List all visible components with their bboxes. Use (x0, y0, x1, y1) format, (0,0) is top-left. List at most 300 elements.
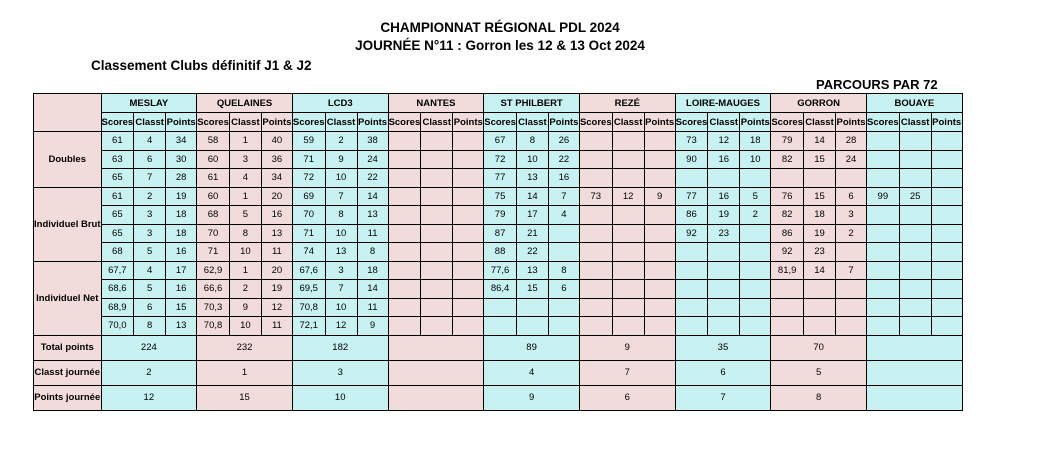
total-value: 6 (579, 385, 675, 410)
score-cell: 13 (261, 224, 292, 243)
score-cell (516, 317, 548, 336)
total-value (388, 360, 484, 385)
score-cell (453, 261, 484, 280)
score-cell: 70 (197, 224, 230, 243)
score-cell (771, 280, 804, 299)
column-header: Scores (771, 113, 804, 132)
score-cell: 8 (229, 224, 261, 243)
score-cell (867, 317, 900, 336)
score-cell (740, 298, 771, 317)
total-value: 224 (101, 335, 197, 360)
score-cell (421, 150, 453, 169)
score-cell: 72 (292, 169, 325, 188)
score-cell: 9 (229, 298, 261, 317)
score-cell: 28 (836, 132, 867, 151)
column-header: Scores (579, 113, 612, 132)
score-cell: 8 (134, 317, 166, 336)
club-name: GORRON (771, 94, 867, 113)
score-cell (421, 280, 453, 299)
score-cell (644, 224, 675, 243)
score-cell (931, 132, 962, 151)
total-value: 2 (101, 360, 197, 385)
score-cell (931, 150, 962, 169)
club-name: BOUAYE (867, 94, 963, 113)
score-cell (644, 150, 675, 169)
score-cell: 23 (804, 243, 836, 262)
score-cell: 22 (548, 150, 579, 169)
score-cell (548, 317, 579, 336)
score-cell (740, 224, 771, 243)
score-cell (740, 169, 771, 188)
score-cell: 3 (836, 206, 867, 225)
score-cell (548, 224, 579, 243)
table-row (34, 206, 963, 225)
score-cell (675, 261, 708, 280)
score-cell: 14 (357, 187, 388, 206)
score-cell: 70,3 (197, 298, 230, 317)
score-cell (899, 132, 931, 151)
score-cell: 23 (708, 224, 740, 243)
totals-row (34, 360, 963, 385)
score-cell: 7 (548, 187, 579, 206)
score-cell: 3 (134, 206, 166, 225)
score-cell (453, 243, 484, 262)
score-cell: 58 (197, 132, 230, 151)
score-cell: 77 (675, 187, 708, 206)
score-cell: 68 (101, 243, 134, 262)
score-cell (579, 317, 612, 336)
score-cell: 73 (579, 187, 612, 206)
score-cell: 12 (612, 187, 644, 206)
score-cell (421, 261, 453, 280)
column-header: Classt (899, 113, 931, 132)
column-header: Points (931, 113, 962, 132)
score-cell: 6 (836, 187, 867, 206)
score-cell (516, 298, 548, 317)
score-cell: 70,8 (197, 317, 230, 336)
score-cell: 5 (134, 280, 166, 299)
score-cell: 16 (708, 187, 740, 206)
score-cell: 19 (261, 280, 292, 299)
score-cell: 67,6 (292, 261, 325, 280)
score-cell (867, 169, 900, 188)
score-cell: 79 (771, 132, 804, 151)
totals-label: Classt journée (34, 360, 102, 385)
score-cell (708, 261, 740, 280)
score-cell: 7 (134, 169, 166, 188)
club-name: QUELAINES (197, 94, 293, 113)
score-cell (740, 280, 771, 299)
column-header: Points (548, 113, 579, 132)
score-cell: 14 (357, 280, 388, 299)
score-cell: 79 (484, 206, 517, 225)
score-cell: 69,5 (292, 280, 325, 299)
score-cell (388, 169, 421, 188)
score-cell (548, 298, 579, 317)
column-header: Points (166, 113, 197, 132)
score-cell (899, 206, 931, 225)
score-cell: 13 (325, 243, 357, 262)
score-cell (771, 298, 804, 317)
score-cell: 36 (261, 150, 292, 169)
score-cell: 99 (867, 187, 900, 206)
score-cell (708, 298, 740, 317)
score-cell: 86,4 (484, 280, 517, 299)
score-cell: 15 (804, 150, 836, 169)
score-cell: 60 (197, 150, 230, 169)
score-cell: 77,6 (484, 261, 517, 280)
score-cell: 3 (134, 224, 166, 243)
score-cell: 81,9 (771, 261, 804, 280)
column-header: Scores (388, 113, 421, 132)
page-title: CHAMPIONNAT RÉGIONAL PDL 2024 (380, 20, 620, 35)
table-row (34, 224, 963, 243)
score-cell (675, 243, 708, 262)
score-cell (421, 224, 453, 243)
score-cell (612, 298, 644, 317)
score-cell: 19 (804, 224, 836, 243)
score-cell: 34 (261, 169, 292, 188)
score-cell (708, 317, 740, 336)
score-cell: 5 (740, 187, 771, 206)
score-cell: 24 (357, 150, 388, 169)
score-cell: 2 (836, 224, 867, 243)
score-cell: 61 (197, 169, 230, 188)
score-cell (421, 132, 453, 151)
score-cell: 22 (516, 243, 548, 262)
score-cell (644, 317, 675, 336)
score-cell (421, 243, 453, 262)
score-cell: 1 (229, 187, 261, 206)
column-header: Points (836, 113, 867, 132)
score-cell: 1 (229, 132, 261, 151)
ranking-heading: Classement Clubs définitif J1 & J2 (91, 58, 312, 73)
score-cell (771, 169, 804, 188)
table-row (34, 280, 963, 299)
column-header: Classt (612, 113, 644, 132)
score-cell (579, 132, 612, 151)
club-name: LOIRE-MAUGES (675, 94, 771, 113)
score-cell: 14 (804, 132, 836, 151)
table-row (34, 298, 963, 317)
score-cell: 13 (516, 169, 548, 188)
score-cell (899, 298, 931, 317)
score-cell: 16 (166, 243, 197, 262)
score-cell: 6 (134, 298, 166, 317)
score-cell: 15 (804, 187, 836, 206)
score-cell (453, 132, 484, 151)
score-cell (644, 206, 675, 225)
column-header: Points (453, 113, 484, 132)
score-cell: 61 (101, 132, 134, 151)
total-value: 70 (771, 335, 867, 360)
score-cell (644, 169, 675, 188)
score-cell: 6 (548, 280, 579, 299)
score-cell: 72 (484, 150, 517, 169)
score-cell: 15 (516, 280, 548, 299)
score-cell: 68,9 (101, 298, 134, 317)
section-label: Doubles (34, 132, 102, 188)
score-cell (388, 132, 421, 151)
score-cell: 88 (484, 243, 517, 262)
total-value: 12 (101, 385, 197, 410)
score-cell: 62,9 (197, 261, 230, 280)
score-cell (644, 261, 675, 280)
score-cell: 66,6 (197, 280, 230, 299)
score-cell: 12 (261, 298, 292, 317)
score-cell: 16 (708, 150, 740, 169)
total-value: 4 (484, 360, 580, 385)
score-cell: 90 (675, 150, 708, 169)
score-cell: 13 (357, 206, 388, 225)
score-cell (836, 169, 867, 188)
score-cell: 26 (548, 132, 579, 151)
score-cell (740, 317, 771, 336)
totals-row (34, 385, 963, 410)
score-cell: 19 (708, 206, 740, 225)
column-header: Classt (804, 113, 836, 132)
page-subtitle: JOURNÉE N°11 : Gorron les 12 & 13 Oct 2024 (355, 38, 645, 53)
score-cell (931, 243, 962, 262)
subheader-row (34, 113, 963, 132)
corner-cell (34, 94, 102, 132)
score-cell (612, 317, 644, 336)
total-value: 182 (292, 335, 388, 360)
total-value: 9 (579, 335, 675, 360)
score-cell: 12 (325, 317, 357, 336)
score-cell (579, 261, 612, 280)
score-cell: 3 (325, 261, 357, 280)
score-cell (388, 150, 421, 169)
score-cell (867, 261, 900, 280)
score-cell (867, 280, 900, 299)
total-value: 9 (484, 385, 580, 410)
score-cell (388, 187, 421, 206)
score-cell (675, 317, 708, 336)
column-header: Scores (101, 113, 134, 132)
club-header-row (34, 94, 963, 113)
score-cell: 63 (101, 150, 134, 169)
score-cell: 13 (516, 261, 548, 280)
score-cell: 20 (261, 261, 292, 280)
score-cell: 70,0 (101, 317, 134, 336)
column-header: Scores (197, 113, 230, 132)
total-value: 7 (579, 360, 675, 385)
score-cell: 92 (771, 243, 804, 262)
total-value: 7 (675, 385, 771, 410)
score-cell (836, 280, 867, 299)
score-cell (388, 280, 421, 299)
score-cell (644, 280, 675, 299)
score-cell: 75 (484, 187, 517, 206)
total-value (867, 335, 963, 360)
score-cell: 10 (325, 224, 357, 243)
score-cell: 4 (134, 261, 166, 280)
score-cell: 6 (134, 150, 166, 169)
score-cell (708, 280, 740, 299)
score-cell (421, 206, 453, 225)
score-cell: 67 (484, 132, 517, 151)
total-value: 8 (771, 385, 867, 410)
score-cell (867, 298, 900, 317)
score-cell (931, 261, 962, 280)
score-cell: 76 (771, 187, 804, 206)
section-label: Individuel Net (34, 261, 102, 335)
score-cell: 11 (261, 243, 292, 262)
total-value (867, 385, 963, 410)
score-cell (899, 261, 931, 280)
score-cell: 4 (229, 169, 261, 188)
score-cell (388, 206, 421, 225)
score-cell: 12 (708, 132, 740, 151)
table-row (34, 261, 963, 280)
section-label: Individuel Brut (34, 187, 102, 261)
score-cell: 11 (357, 298, 388, 317)
score-cell (899, 224, 931, 243)
score-cell (484, 317, 517, 336)
score-cell: 65 (101, 206, 134, 225)
score-cell (453, 224, 484, 243)
score-cell (804, 280, 836, 299)
score-cell: 2 (325, 132, 357, 151)
score-cell: 7 (325, 187, 357, 206)
score-cell: 24 (836, 150, 867, 169)
total-value: 232 (197, 335, 293, 360)
score-cell: 70 (292, 206, 325, 225)
score-cell (579, 280, 612, 299)
score-cell (836, 317, 867, 336)
club-name: LCD3 (292, 94, 388, 113)
score-cell (453, 206, 484, 225)
ranking-table (33, 93, 963, 411)
score-cell (453, 169, 484, 188)
score-cell (612, 150, 644, 169)
score-cell (931, 280, 962, 299)
score-cell: 74 (292, 243, 325, 262)
score-cell (644, 132, 675, 151)
score-cell (867, 243, 900, 262)
score-cell (388, 317, 421, 336)
column-header: Scores (867, 113, 900, 132)
score-cell (612, 132, 644, 151)
score-cell: 19 (166, 187, 197, 206)
total-value (867, 360, 963, 385)
score-cell: 71 (292, 224, 325, 243)
table-row (34, 132, 963, 151)
score-cell: 28 (166, 169, 197, 188)
score-cell: 9 (357, 317, 388, 336)
score-cell: 7 (325, 280, 357, 299)
score-cell: 65 (101, 224, 134, 243)
score-cell (836, 298, 867, 317)
score-cell (612, 280, 644, 299)
score-cell: 77 (484, 169, 517, 188)
score-cell: 10 (516, 150, 548, 169)
table-row (34, 150, 963, 169)
score-cell: 4 (134, 132, 166, 151)
score-cell: 70,8 (292, 298, 325, 317)
score-cell: 92 (675, 224, 708, 243)
score-cell (579, 224, 612, 243)
score-cell (388, 243, 421, 262)
column-header: Classt (229, 113, 261, 132)
total-value: 1 (197, 360, 293, 385)
table-row (34, 169, 963, 188)
score-cell: 1 (229, 261, 261, 280)
score-cell: 2 (740, 206, 771, 225)
score-cell: 10 (325, 298, 357, 317)
score-cell: 14 (516, 187, 548, 206)
score-cell: 14 (804, 261, 836, 280)
score-cell: 60 (197, 187, 230, 206)
column-header: Scores (484, 113, 517, 132)
score-cell (453, 150, 484, 169)
column-header: Points (261, 113, 292, 132)
total-value: 15 (197, 385, 293, 410)
score-cell (484, 298, 517, 317)
score-cell (899, 243, 931, 262)
score-cell (899, 317, 931, 336)
score-cell (421, 187, 453, 206)
score-cell: 68 (197, 206, 230, 225)
score-cell (931, 317, 962, 336)
score-cell (931, 206, 962, 225)
score-cell (804, 298, 836, 317)
total-value: 89 (484, 335, 580, 360)
score-cell (931, 169, 962, 188)
score-cell (644, 298, 675, 317)
score-cell (388, 261, 421, 280)
score-cell: 11 (261, 317, 292, 336)
score-cell (867, 224, 900, 243)
score-cell: 2 (229, 280, 261, 299)
score-cell (612, 224, 644, 243)
totals-row (34, 335, 963, 360)
score-cell (771, 317, 804, 336)
score-cell: 8 (357, 243, 388, 262)
score-cell: 5 (134, 243, 166, 262)
score-cell: 7 (836, 261, 867, 280)
score-cell (453, 317, 484, 336)
score-cell: 18 (166, 224, 197, 243)
score-cell: 69 (292, 187, 325, 206)
score-cell: 8 (516, 132, 548, 151)
score-cell: 20 (261, 187, 292, 206)
score-cell: 8 (548, 261, 579, 280)
table-row (34, 317, 963, 336)
club-name: MESLAY (101, 94, 197, 113)
score-cell: 17 (516, 206, 548, 225)
score-cell: 10 (325, 169, 357, 188)
score-cell (579, 206, 612, 225)
total-value: 10 (292, 385, 388, 410)
score-cell (804, 317, 836, 336)
score-cell (867, 150, 900, 169)
score-cell: 2 (134, 187, 166, 206)
score-cell: 15 (166, 298, 197, 317)
score-cell: 16 (548, 169, 579, 188)
totals-label: Points journée (34, 385, 102, 410)
total-value: 5 (771, 360, 867, 385)
score-cell (388, 224, 421, 243)
score-cell (421, 317, 453, 336)
total-value (388, 335, 484, 360)
score-cell (740, 261, 771, 280)
total-value: 6 (675, 360, 771, 385)
score-cell (612, 243, 644, 262)
score-cell: 16 (261, 206, 292, 225)
total-value (388, 385, 484, 410)
